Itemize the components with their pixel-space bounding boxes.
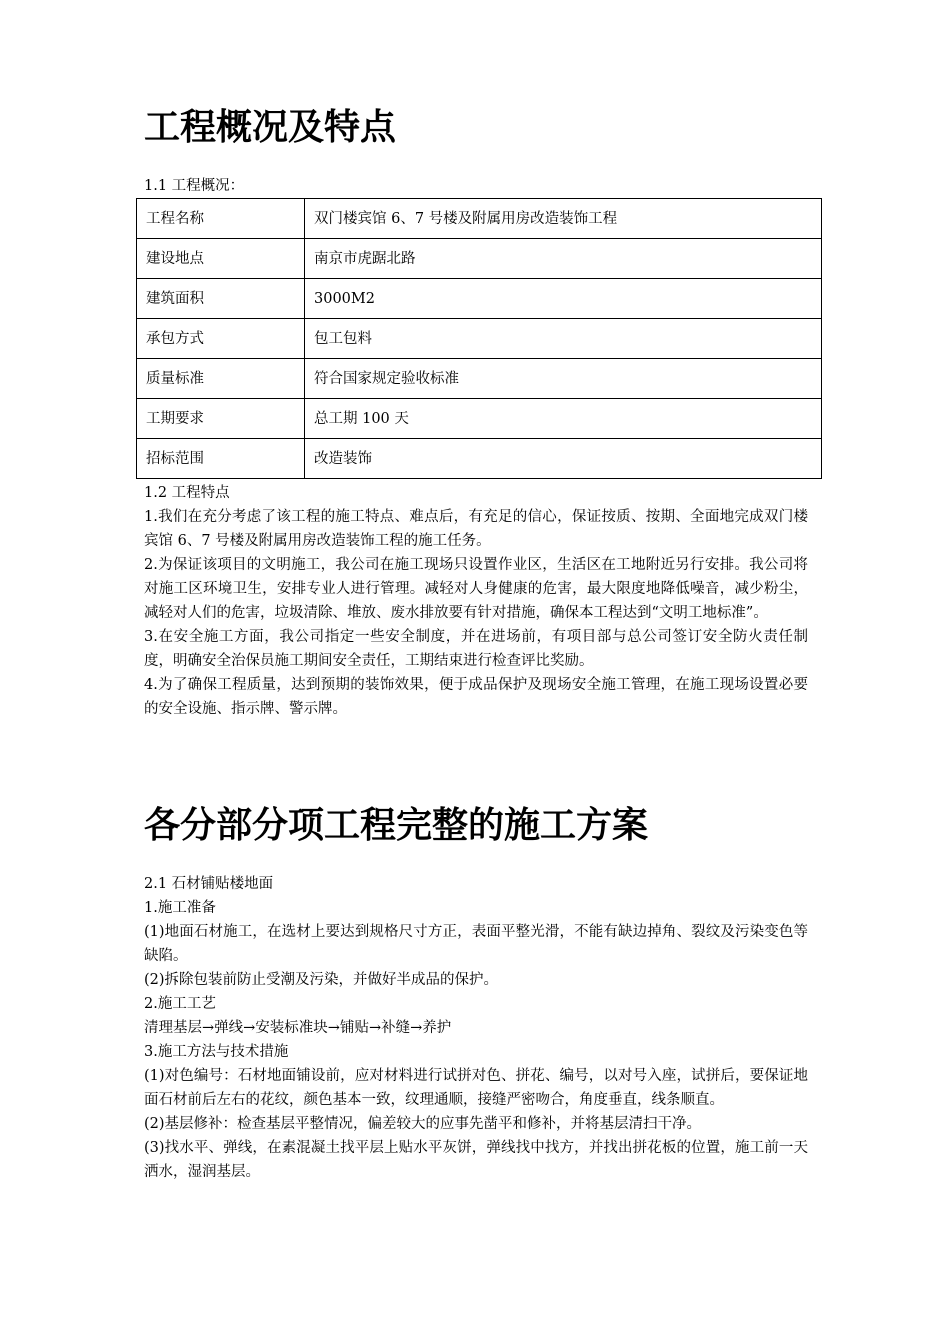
table-label: 质量标准: [137, 359, 305, 399]
table-value: 南京市虎踞北路: [305, 239, 822, 279]
plan-paragraph: (2)基层修补：检查基层平整情况，偏差较大的应事先凿平和修补，并将基层清扫干净。: [144, 1116, 702, 1132]
project-overview-heading: 1.1 工程概况：: [144, 178, 245, 194]
plan-paragraph: 3.施工方法与技术措施: [144, 1044, 289, 1060]
project-features-heading: 1.2 工程特点: [144, 485, 230, 501]
table-label: 工程名称: [137, 199, 305, 239]
feature-paragraph: 3.在安全施工方面，我公司指定一些安全制度，并在进场前，有项目部与总公司签订安全防火责任制度，明确安全治保员施工期间安全责任，工期结束进行检查评比奖励。: [144, 629, 808, 669]
table-label: 承包方式: [137, 319, 305, 359]
plan-paragraph: (3)找水平、弹线，在素混凝土找平层上贴水平灰饼，弹线找中找方，并找出拼花板的位置，施工前一天洒水，湿润基层。: [144, 1140, 808, 1180]
plan-paragraph: 2.施工工艺: [144, 996, 216, 1012]
project-info-table: [136, 198, 822, 479]
table-value: 双门楼宾馆 6、7 号楼及附属用房改造装饰工程: [305, 199, 822, 239]
plan-paragraph: 2.1 石材铺贴楼地面: [144, 876, 274, 892]
table-row: [137, 199, 822, 239]
table-label: 建设地点: [137, 239, 305, 279]
plan-paragraph: 清理基层→弹线→安装标准块→铺贴→补缝→养护: [144, 1020, 452, 1036]
section-2-title: 各分部分项工程完整的施工方案: [144, 805, 649, 846]
plan-paragraph: (1)地面石材施工，在选材上要达到规格尺寸方正，表面平整光滑，不能有缺边掉角、裂纹及污染变色等缺陷。: [144, 924, 808, 964]
table-row: [137, 279, 822, 319]
feature-paragraph: 4.为了确保工程质量，达到预期的装饰效果，便于成品保护及现场安全施工管理，在施工现场设置必要的安全设施、指示牌、警示牌。: [144, 677, 808, 717]
construction-plan-block: [144, 872, 808, 1184]
table-label: 建筑面积: [137, 279, 305, 319]
table-value: 3000M2: [305, 279, 822, 319]
section-1-subtitle-block: [144, 174, 808, 198]
plan-paragraph: 1.施工准备: [144, 900, 216, 916]
table-row: [137, 359, 822, 399]
table-value: 包工包料: [305, 319, 822, 359]
plan-paragraph: (2)拆除包装前防止受潮及污染，并做好半成品的保护。: [144, 972, 499, 988]
table-row: [137, 399, 822, 439]
plan-paragraph: (1)对色编号：石材地面铺设前，应对材料进行试拼对色、拼花、编号，以对号入座，试拼后，要保证地面石材前后左右的花纹，颜色基本一致，纹理通顺，接缝严密吻合，角度垂直，线条顺直。: [144, 1068, 808, 1108]
table-row: [137, 239, 822, 279]
table-value: 符合国家规定验收标准: [305, 359, 822, 399]
table-value: 总工期 100 天: [305, 399, 822, 439]
table-label: 工期要求: [137, 399, 305, 439]
table-label: 招标范围: [137, 439, 305, 479]
table-row: [137, 319, 822, 359]
table-value: 改造装饰: [305, 439, 822, 479]
table-row: [137, 439, 822, 479]
section-1-title: 工程概况及特点: [144, 107, 397, 148]
project-features-block: [144, 481, 808, 721]
feature-paragraph: 2.为保证该项目的文明施工，我公司在施工现场只设置作业区，生活区在工地附近另行安排。我公司将对施工区环境卫生，安排专业人进行管理。减轻对人身健康的危害，最大限度地降低噪音，减少粉尘，减轻对人们的危害，垃圾清除、堆放、废水排放要有针对措施，确保本工程达到“文明工地标准”。: [144, 557, 808, 621]
feature-paragraph: 1.我们在充分考虑了该工程的施工特点、难点后，有充足的信心，保证按质、按期、全面地完成双门楼宾馆 6、7 号楼及附属用房改造装饰工程的施工任务。: [144, 509, 808, 549]
